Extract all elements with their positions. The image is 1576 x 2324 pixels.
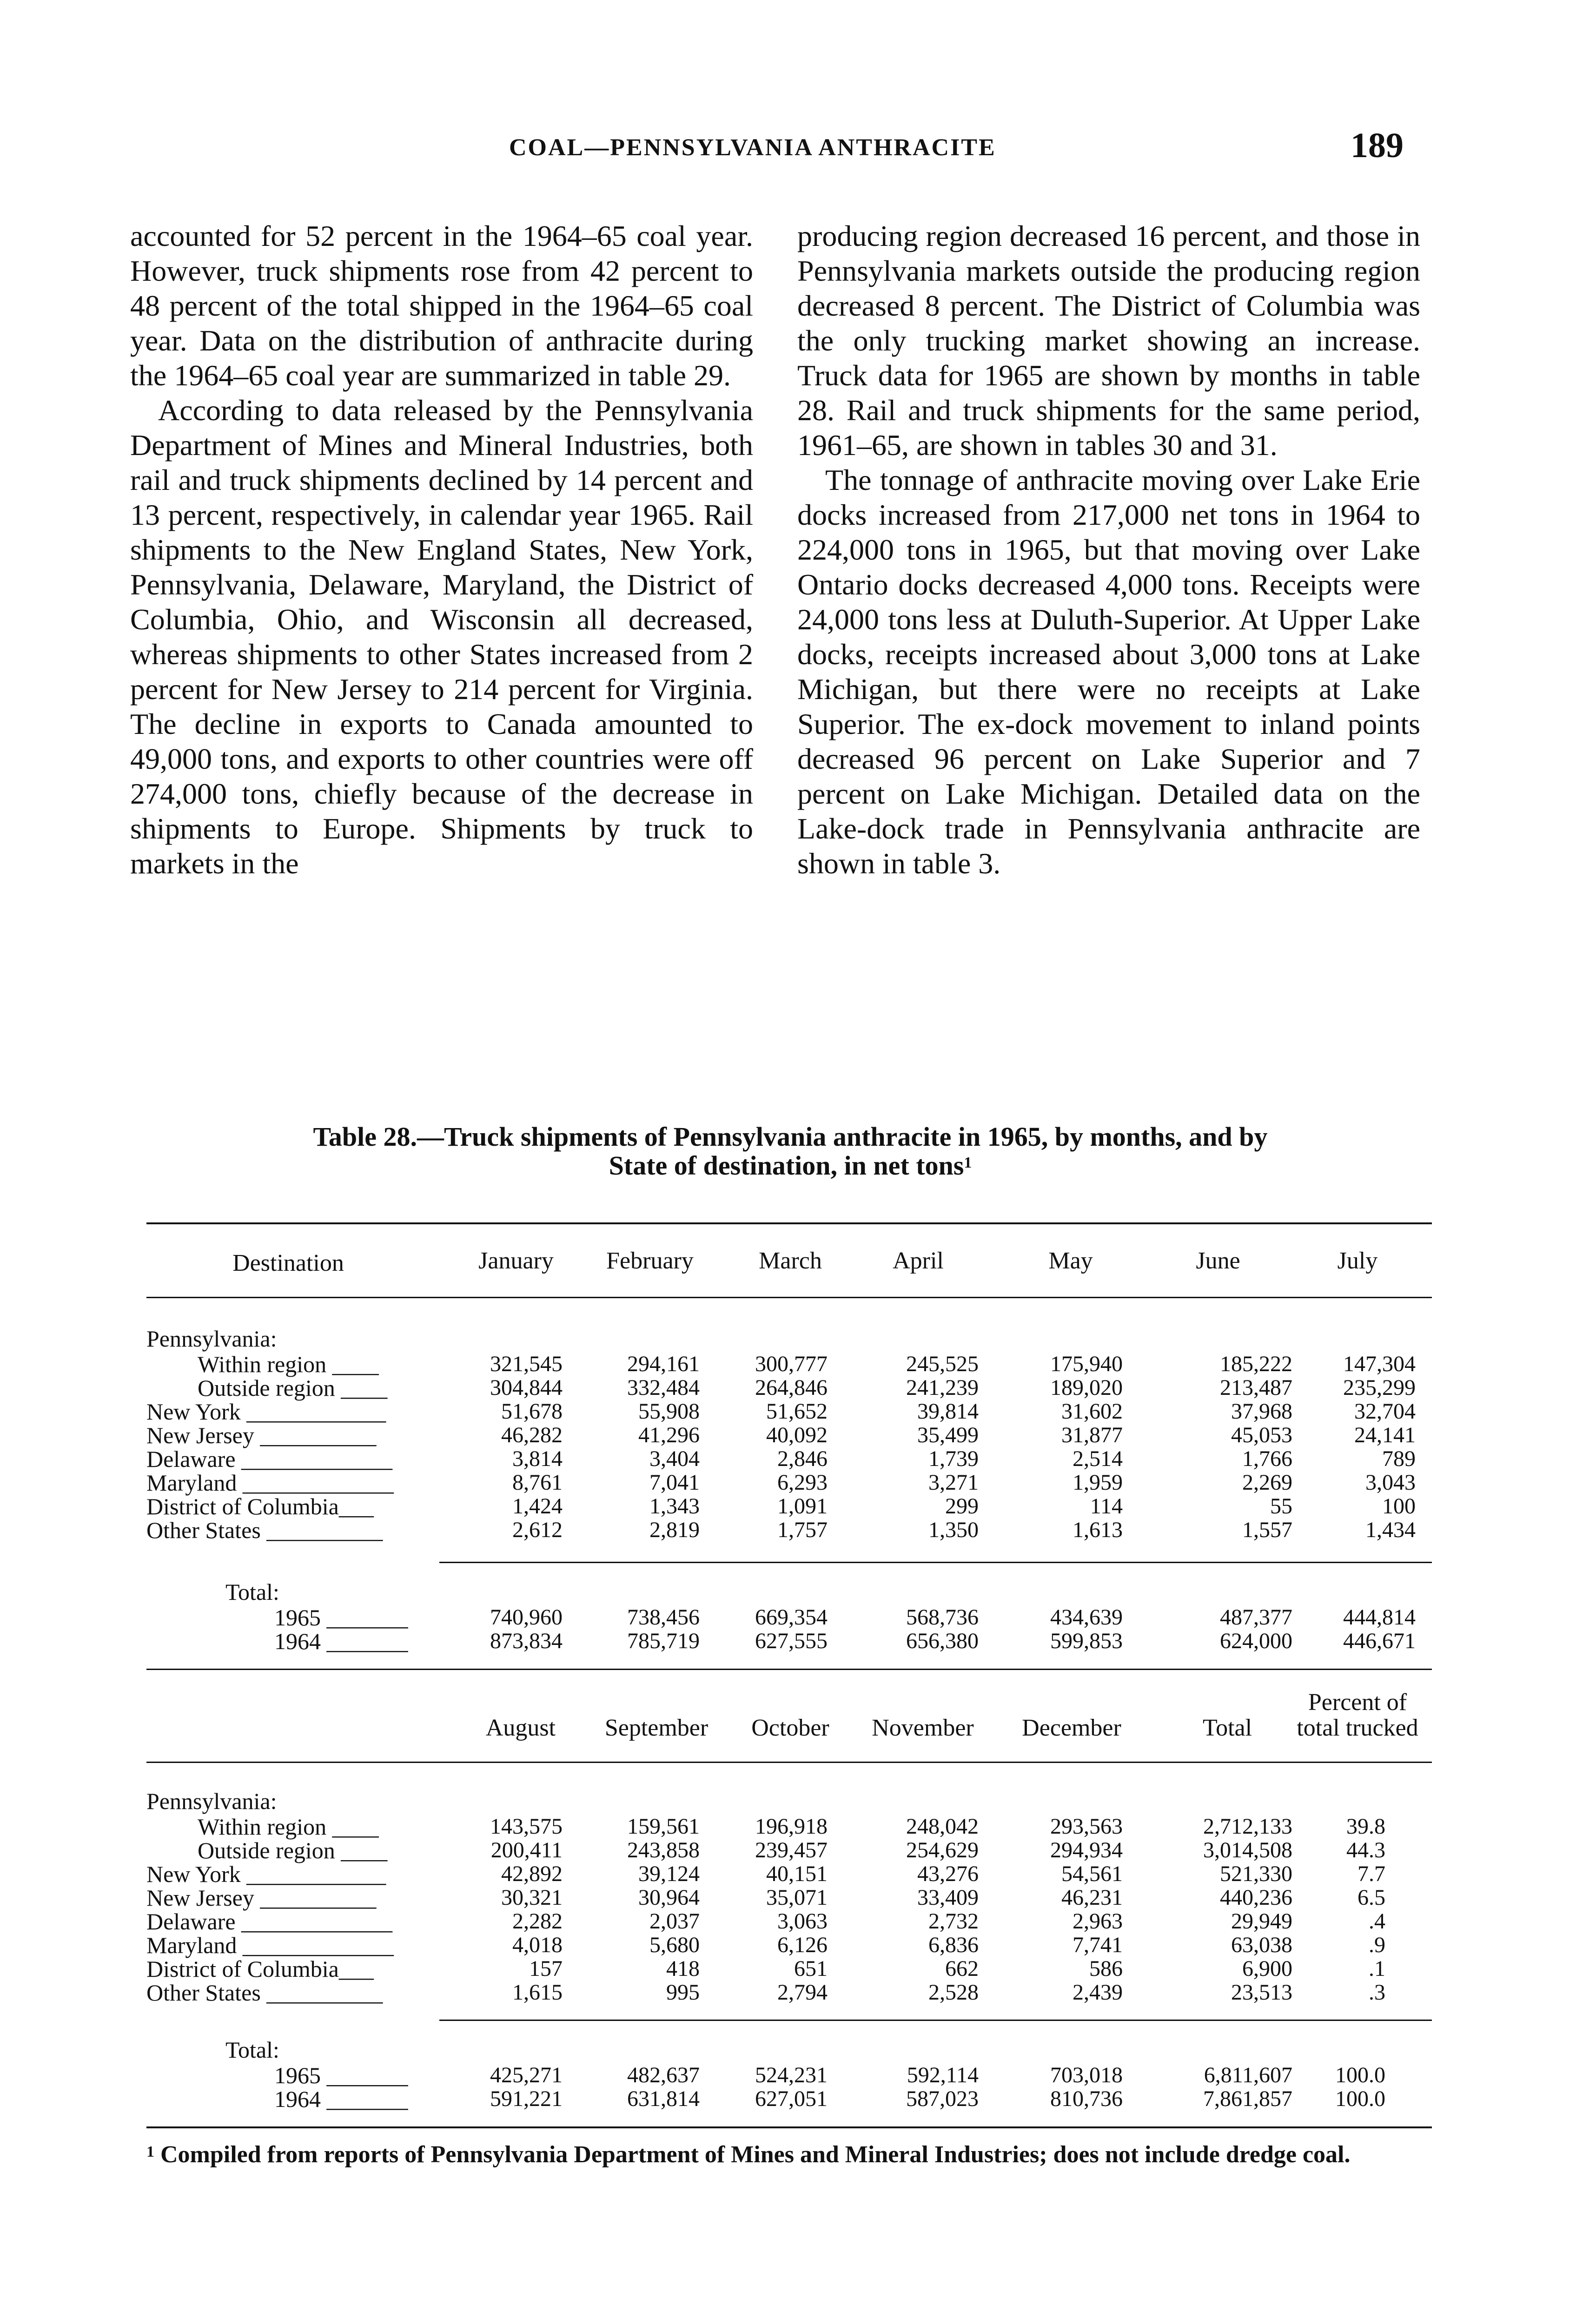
table-cell: 239,457 xyxy=(755,1838,828,1862)
table-cell: 7,741 xyxy=(1073,1933,1123,1957)
table-cell: 264,846 xyxy=(755,1375,828,1400)
table-cell: 63,038 xyxy=(1231,1933,1292,1957)
row-label: Maryland _____________ xyxy=(146,1932,394,1958)
table-cell: 2,528 xyxy=(928,1980,979,2005)
table-cell: 35,499 xyxy=(917,1423,979,1447)
table-cell: 789 xyxy=(1382,1446,1416,1471)
total-cell: 568,736 xyxy=(906,1605,979,1630)
table-cell: 662 xyxy=(945,1956,979,1981)
total-year-label: 1965 _______ xyxy=(274,2062,408,2088)
table-cell: 30,964 xyxy=(638,1885,700,1910)
table-cell: .4 xyxy=(1369,1909,1385,1934)
total-label: Total: xyxy=(225,2037,279,2063)
table-cell: 32,704 xyxy=(1354,1399,1416,1424)
table-cell: 24,141 xyxy=(1354,1423,1416,1447)
total-cell: 587,023 xyxy=(906,2086,979,2111)
table-cell: 321,545 xyxy=(490,1352,563,1376)
total-cell: 487,377 xyxy=(1220,1605,1292,1630)
row-label: District of Columbia___ xyxy=(146,1493,374,1519)
total-rule xyxy=(439,2020,1432,2021)
row-label: Within region ____ xyxy=(198,1814,379,1840)
table-cell: 23,513 xyxy=(1231,1980,1292,2005)
total-cell: 740,960 xyxy=(490,1605,563,1630)
row-label: District of Columbia___ xyxy=(146,1956,374,1982)
table-cell: 651 xyxy=(794,1956,828,1981)
table-cell: 2,963 xyxy=(1073,1909,1123,1934)
table-cell: 40,151 xyxy=(766,1862,828,1886)
table-title xyxy=(177,1122,1404,1180)
table-cell: 248,042 xyxy=(906,1814,979,1839)
table-cell: 521,330 xyxy=(1220,1862,1292,1886)
table-cell: 33,409 xyxy=(917,1885,979,1910)
paragraph: accounted for 52 percent in the 1964–65 coal year. However, truck shipments rose from 42 percent to 48 percent of the total shipped in the 1964–65 coal year. Data on the distribution of anthracite during the 1964–65 coal year are summarized in table 29. xyxy=(130,219,753,392)
paragraph: According to data released by the Pennsylvania Department of Mines and Mineral Industries, both rail and truck shipments declined by 14 percent and 13 percent, respectively, in calendar year 1965. Rail shipments to the New England States, New York, Pennsylvania, Delaware, Maryland, the District of Columbia, Ohio, and Wisconsin all decreased, whereas shipments to other States increased from 2 percent for New Jersey to 214 percent for Virginia. The decline in exports to Canada amounted to 49,000 tons, and exports to other countries were off 274,000 tons, chiefly because of the decrease in shipments to Europe. Shipments by truck to markets in the xyxy=(130,394,753,880)
running-title: COAL—PENNSYLVANIA ANTHRACITE xyxy=(509,134,996,161)
table-cell: 2,037 xyxy=(649,1909,700,1934)
total-cell: 627,555 xyxy=(755,1629,828,1653)
table-cell: 31,877 xyxy=(1061,1423,1123,1447)
total-label: Total: xyxy=(225,1579,279,1605)
group-label: Pennsylvania: xyxy=(146,1788,277,1814)
table-cell: 54,561 xyxy=(1061,1862,1123,1886)
table-cell: 2,819 xyxy=(649,1518,700,1542)
table-cell: 2,794 xyxy=(777,1980,828,2005)
table-cell: 45,053 xyxy=(1231,1423,1292,1447)
total-cell: 100.0 xyxy=(1335,2063,1385,2087)
table-cell: 35,071 xyxy=(766,1885,828,1910)
table-cell: 995 xyxy=(666,1980,700,2005)
table-cell: 185,222 xyxy=(1220,1352,1292,1376)
table-cell: 37,968 xyxy=(1231,1399,1292,1424)
total-cell: 631,814 xyxy=(627,2086,700,2111)
table-cell: 245,525 xyxy=(906,1352,979,1376)
table-cell: 51,678 xyxy=(501,1399,563,1424)
table-cell: 2,612 xyxy=(512,1518,563,1542)
table-cell: 440,236 xyxy=(1220,1885,1292,1910)
table-cell: 3,043 xyxy=(1365,1470,1416,1495)
total-year-label: 1964 _______ xyxy=(274,2086,408,2112)
right-text-column xyxy=(797,218,1420,881)
total-cell: 6,811,607 xyxy=(1204,2063,1292,2087)
table-cell: .3 xyxy=(1369,1980,1385,2005)
table-cell: 1,615 xyxy=(512,1980,563,2005)
footnote xyxy=(146,2140,1432,2169)
table-cell: .1 xyxy=(1369,1956,1385,1981)
row-label: Outside region ____ xyxy=(198,1837,388,1863)
table-cell: 44.3 xyxy=(1346,1838,1385,1862)
row-label: Delaware _____________ xyxy=(146,1908,393,1934)
table-bottom-rule xyxy=(146,2126,1432,2128)
table-cell: 29,949 xyxy=(1231,1909,1292,1934)
footnote-text: Compiled from reports of Pennsylvania Department of Mines and Mineral Industries; does not include dredge coal. xyxy=(160,2141,1351,2168)
total-cell: 703,018 xyxy=(1050,2063,1123,2087)
row-label: Other States __________ xyxy=(146,1980,383,2006)
table-cell: 55,908 xyxy=(638,1399,700,1424)
table-cell: 1,343 xyxy=(649,1494,700,1519)
table-cell: 243,858 xyxy=(627,1838,700,1862)
column-header-percent: total trucked xyxy=(1297,1715,1418,1741)
table-cell: 6,836 xyxy=(928,1933,979,1957)
row-label: New Jersey __________ xyxy=(146,1885,377,1911)
column-header-percent: Percent of xyxy=(1308,1689,1407,1716)
table-cell: 2,269 xyxy=(1242,1470,1292,1495)
table-cell: 213,487 xyxy=(1220,1375,1292,1400)
table-cell: 7,041 xyxy=(649,1470,700,1495)
column-header-month: September xyxy=(604,1715,709,1741)
row-label: Maryland _____________ xyxy=(146,1470,394,1496)
total-cell: 599,853 xyxy=(1050,1629,1123,1653)
total-cell: 669,354 xyxy=(755,1605,828,1630)
total-cell: 785,719 xyxy=(627,1629,700,1653)
table-cell: 2,282 xyxy=(512,1909,563,1934)
total-cell: 425,271 xyxy=(490,2063,563,2087)
column-header-destination: Destination xyxy=(232,1250,344,1276)
table-cell: 6,126 xyxy=(777,1933,828,1957)
table-cell: 55 xyxy=(1270,1494,1292,1519)
table-cell: 294,934 xyxy=(1050,1838,1123,1862)
total-cell: 810,736 xyxy=(1050,2086,1123,2111)
column-header-month: May xyxy=(1048,1248,1093,1274)
total-cell: 624,000 xyxy=(1220,1629,1292,1653)
table-cell: 3,063 xyxy=(777,1909,828,1934)
table-cell: 159,561 xyxy=(627,1814,700,1839)
table-cell: 3,271 xyxy=(928,1470,979,1495)
table-cell: 2,712,133 xyxy=(1203,1814,1292,1839)
column-header-month: January xyxy=(478,1248,554,1274)
column-header-month: June xyxy=(1196,1248,1240,1274)
section-rule xyxy=(146,1669,1432,1670)
total-cell: 434,639 xyxy=(1050,1605,1123,1630)
column-header-month: December xyxy=(1022,1715,1121,1741)
total-cell: 100.0 xyxy=(1335,2086,1385,2111)
table-cell: 2,439 xyxy=(1073,1980,1123,2005)
header-bottom-rule xyxy=(146,1297,1432,1298)
table-cell: 189,020 xyxy=(1050,1375,1123,1400)
table-cell: 1,091 xyxy=(777,1494,828,1519)
table-cell: 30,321 xyxy=(501,1885,563,1910)
left-text-column xyxy=(130,218,753,881)
table-cell: 4,018 xyxy=(512,1933,563,1957)
table-cell: 46,282 xyxy=(501,1423,563,1447)
column-header-month: July xyxy=(1337,1248,1378,1274)
column-header-month: October xyxy=(751,1715,829,1741)
total-cell: 524,231 xyxy=(755,2063,828,2087)
page-header xyxy=(0,125,1576,177)
row-label: Other States __________ xyxy=(146,1517,383,1543)
table-cell: 100 xyxy=(1382,1494,1416,1519)
table-cell: 1,434 xyxy=(1365,1518,1416,1542)
group-label: Pennsylvania: xyxy=(146,1326,277,1352)
table-cell: 6,293 xyxy=(777,1470,828,1495)
total-cell: 7,861,857 xyxy=(1203,2086,1292,2111)
table-cell: 196,918 xyxy=(755,1814,828,1839)
table-cell: 241,239 xyxy=(906,1375,979,1400)
paragraph: producing region decreased 16 percent, and those in Pennsylvania markets outside the producing region decreased 8 percent. The District of Columbia was the only trucking market showing an increase. Truck data for 1965 are shown by months in table 28. Rail and truck shipments for the same period, 1961–65, are shown in tables 30 and 31. xyxy=(797,219,1420,462)
table-cell: 3,814 xyxy=(512,1446,563,1471)
row-label: Within region ____ xyxy=(198,1351,379,1377)
total-cell: 482,637 xyxy=(627,2063,700,2087)
table-cell: 1,613 xyxy=(1073,1518,1123,1542)
column-header-month: March xyxy=(759,1248,822,1274)
total-cell: 627,051 xyxy=(755,2086,828,2111)
table-top-rule xyxy=(146,1222,1432,1224)
table-cell: 157 xyxy=(529,1956,563,1981)
table-cell: 7.7 xyxy=(1357,1862,1385,1886)
footnote-mark: 1 xyxy=(146,2143,154,2160)
table-cell: 5,680 xyxy=(649,1933,700,1957)
total-year-label: 1964 _______ xyxy=(274,1628,408,1654)
table-cell: 1,739 xyxy=(928,1446,979,1471)
table-cell: 147,304 xyxy=(1343,1352,1416,1376)
table-cell: 2,514 xyxy=(1073,1446,1123,1471)
table-cell: 143,575 xyxy=(490,1814,563,1839)
table-cell: 175,940 xyxy=(1050,1352,1123,1376)
table-cell: 2,732 xyxy=(928,1909,979,1934)
table-cell: 39,814 xyxy=(917,1399,979,1424)
table-cell: 1,557 xyxy=(1242,1518,1292,1542)
table-cell: 1,959 xyxy=(1073,1470,1123,1495)
table-cell: 200,411 xyxy=(490,1838,563,1862)
table-cell: 1,766 xyxy=(1242,1446,1292,1471)
table-cell: 40,092 xyxy=(766,1423,828,1447)
table-cell: 3,014,508 xyxy=(1203,1838,1292,1862)
table-cell: 1,424 xyxy=(512,1494,563,1519)
table-cell: 300,777 xyxy=(755,1352,828,1376)
table-cell: 1,757 xyxy=(777,1518,828,1542)
table-cell: 51,652 xyxy=(766,1399,828,1424)
table-cell: 42,892 xyxy=(501,1862,563,1886)
table-cell: 31,602 xyxy=(1061,1399,1123,1424)
paragraph: The tonnage of anthracite moving over Lake Erie docks increased from 217,000 net tons in 1964 to 224,000 tons in 1965, but that moving over Lake Ontario docks decreased 4,000 tons. Receipts were 24,000 tons less at Duluth-Superior. At Upper Lake docks, receipts increased about 3,000 tons at Lake Michigan, but there were no receipts at Lake Superior. The ex-dock movement to inland points decreased 96 percent on Lake Superior and 7 percent on Lake Michigan. Detailed data on the Lake-dock trade in Pennsylvania anthracite are shown in table 3. xyxy=(797,463,1420,880)
table-cell: 254,629 xyxy=(906,1838,979,1862)
table-cell: 2,846 xyxy=(777,1446,828,1471)
table-cell: 586 xyxy=(1089,1956,1123,1981)
table-cell: 3,404 xyxy=(649,1446,700,1471)
total-cell: 873,834 xyxy=(490,1629,563,1653)
table-cell: 235,299 xyxy=(1343,1375,1416,1400)
table-cell: 304,844 xyxy=(490,1375,563,1400)
total-year-label: 1965 _______ xyxy=(274,1604,408,1631)
total-cell: 738,456 xyxy=(627,1605,700,1630)
row-label: New Jersey __________ xyxy=(146,1422,377,1448)
table-cell: .9 xyxy=(1369,1933,1385,1957)
total-cell: 592,114 xyxy=(907,2063,979,2087)
table-cell: 8,761 xyxy=(512,1470,563,1495)
column-header-month: Total xyxy=(1202,1715,1252,1741)
column-header-month: August xyxy=(485,1715,556,1741)
table-cell: 46,231 xyxy=(1061,1885,1123,1910)
table-cell: 6.5 xyxy=(1357,1885,1385,1910)
table-cell: 41,296 xyxy=(638,1423,700,1447)
column-header-month: February xyxy=(606,1248,694,1274)
column-header-month: November xyxy=(872,1715,974,1741)
table-cell: 6,900 xyxy=(1242,1956,1292,1981)
table-cell: 39.8 xyxy=(1346,1814,1385,1839)
table-cell: 299 xyxy=(945,1494,979,1519)
table-cell: 294,161 xyxy=(627,1352,700,1376)
row-label: New York ____________ xyxy=(146,1861,386,1887)
total-cell: 656,380 xyxy=(906,1629,979,1653)
total-cell: 446,671 xyxy=(1343,1629,1416,1653)
table-cell: 293,563 xyxy=(1050,1814,1123,1839)
table-title-line-1: Table 28.—Truck shipments of Pennsylvania anthracite in 1965, by months, and by xyxy=(313,1122,1268,1152)
total-rule xyxy=(439,1562,1432,1563)
table-title-line-2: State of destination, in net tons xyxy=(609,1150,964,1181)
page-number: 189 xyxy=(1351,126,1404,165)
total-cell: 591,221 xyxy=(490,2086,563,2111)
row-label: Delaware _____________ xyxy=(146,1446,393,1472)
total-cell: 444,814 xyxy=(1343,1605,1416,1630)
table-cell: 1,350 xyxy=(928,1518,979,1542)
footnote-mark: 1 xyxy=(964,1154,972,1171)
header-bottom-rule xyxy=(146,1762,1432,1763)
table-cell: 114 xyxy=(1090,1494,1123,1519)
table-cell: 39,124 xyxy=(638,1862,700,1886)
table-cell: 43,276 xyxy=(917,1862,979,1886)
row-label: New York ____________ xyxy=(146,1399,386,1425)
table-cell: 418 xyxy=(666,1956,700,1981)
row-label: Outside region ____ xyxy=(198,1375,388,1401)
column-header-month: April xyxy=(893,1248,944,1274)
table-cell: 332,484 xyxy=(627,1375,700,1400)
